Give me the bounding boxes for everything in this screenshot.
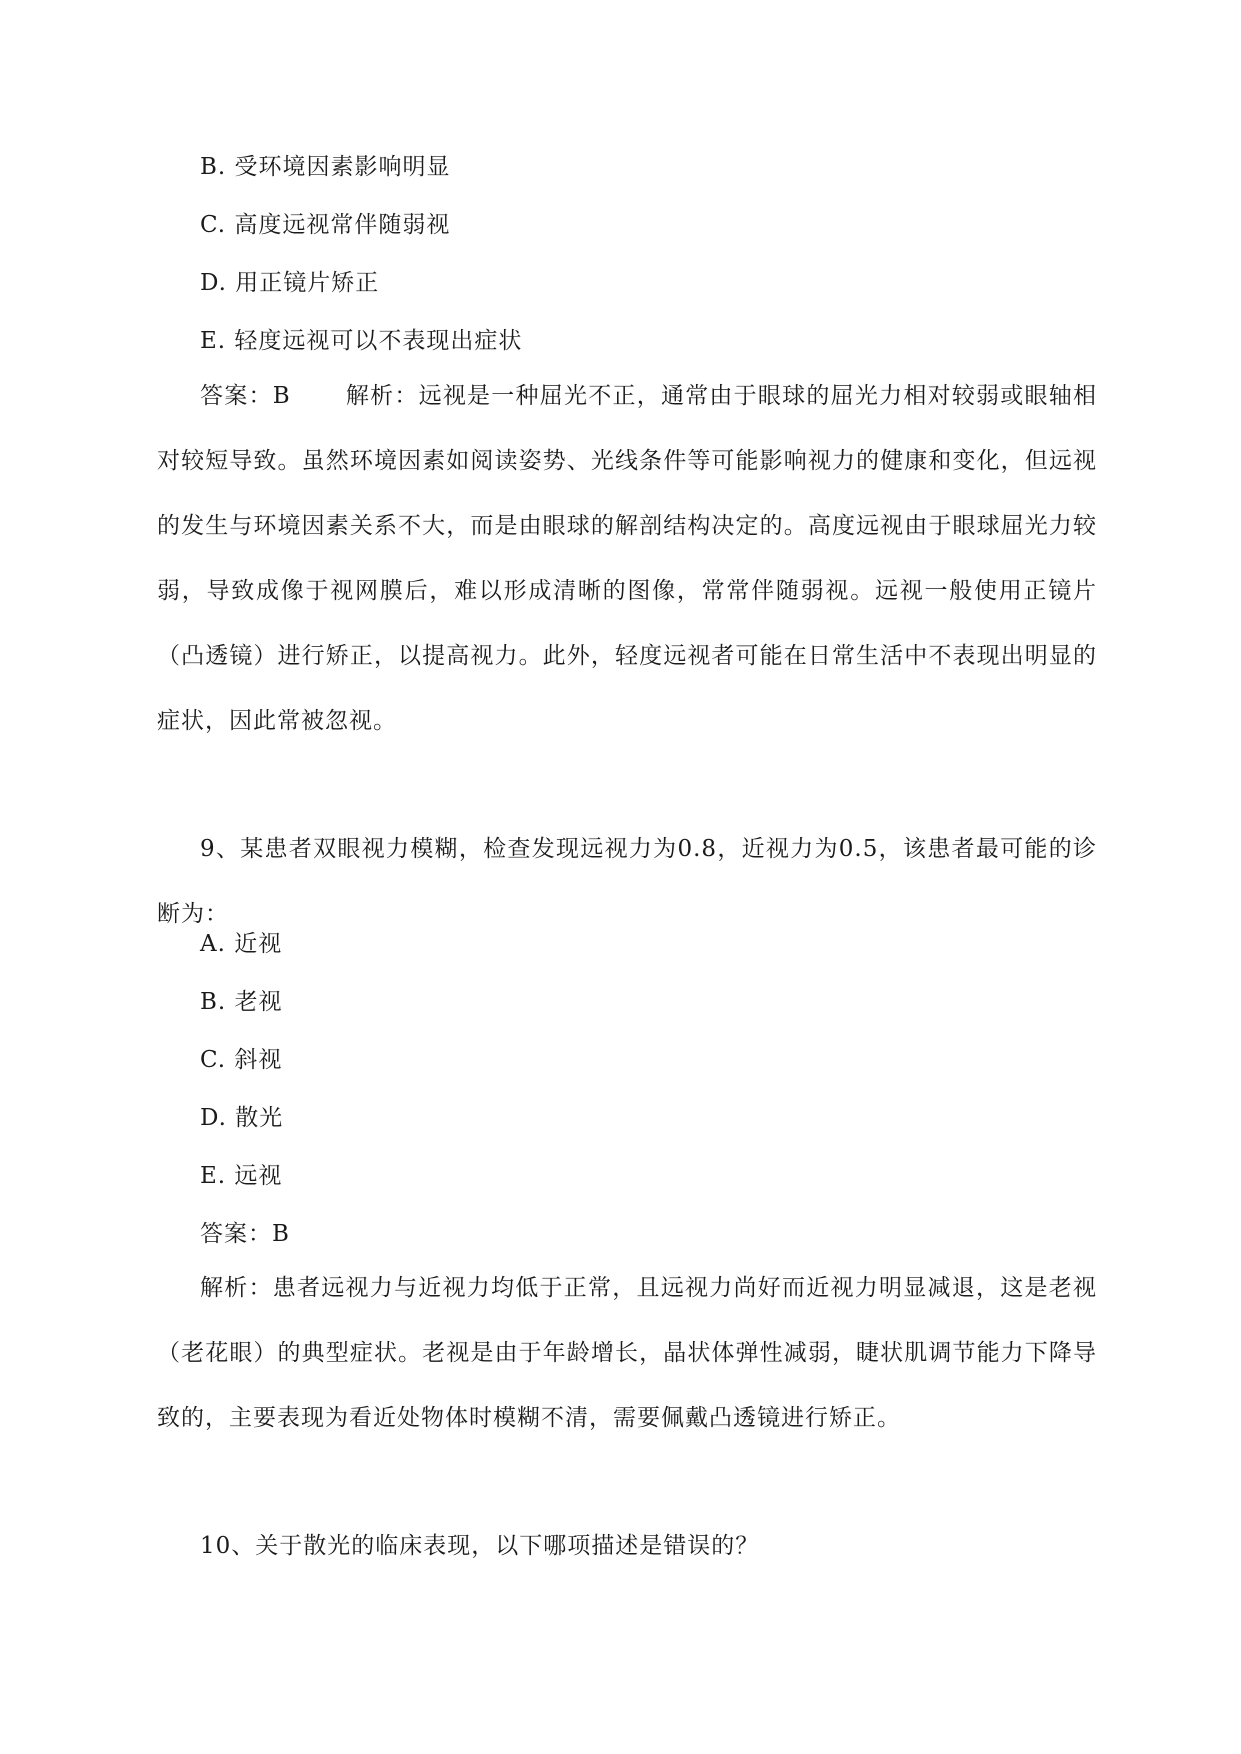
q9-option-d: D. 散光 (200, 1105, 284, 1131)
q8-option-d: D. 用正镜片矫正 (200, 270, 380, 296)
q8-answer-explanation (157, 364, 1097, 754)
q8-option-e: E. 轻度远视可以不表现出症状 (200, 328, 523, 354)
q9-option-a: A. 近视 (200, 931, 283, 957)
q8-explanation: 解析：远视是一种屈光不正，通常由于眼球的屈光力相对较弱或眼轴相对较短导致。虽然环境因素如阅读姿势、光线条件等可能影响视力的健康和变化，但远视的发生与环境因素关系不大，而是由眼球的解剖结构决定的。高度远视由于眼球屈光力较弱，导致成像于视网膜后，难以形成清晰的图像，常常伴随弱视。远视一般使用正镜片（凸透镜）进行矫正，以提高视力。此外，轻度远视者可能在日常生活中不表现出明显的症状，因此常被忽视。 (157, 383, 1098, 734)
q8-option-b: B. 受环境因素影响明显 (200, 154, 451, 180)
q8-option-c: C. 高度远视常伴随弱视 (200, 212, 451, 238)
q9-option-e: E. 远视 (200, 1163, 283, 1189)
q8-answer: 答案：B (200, 383, 291, 409)
q10-question: 10、关于散光的临床表现，以下哪项描述是错误的？ (200, 1533, 760, 1559)
q9-option-b: B. 老视 (200, 989, 283, 1015)
q9-explanation: 解析：患者远视力与近视力均低于正常，且远视力尚好而近视力明显减退，这是老视（老花眼）的典型症状。老视是由于年龄增长，晶状体弹性减弱，睫状肌调节能力下降导致的，主要表现为看近处物体时模糊不清，需要佩戴凸透镜进行矫正。 (157, 1275, 1097, 1431)
q9-question: 9、某患者双眼视力模糊，检查发现远视力为0.8，近视力为0.5，该患者最可能的诊断为： (157, 836, 1097, 927)
q9-option-c: C. 斜视 (200, 1047, 283, 1073)
q9-answer: 答案：B (200, 1221, 290, 1247)
